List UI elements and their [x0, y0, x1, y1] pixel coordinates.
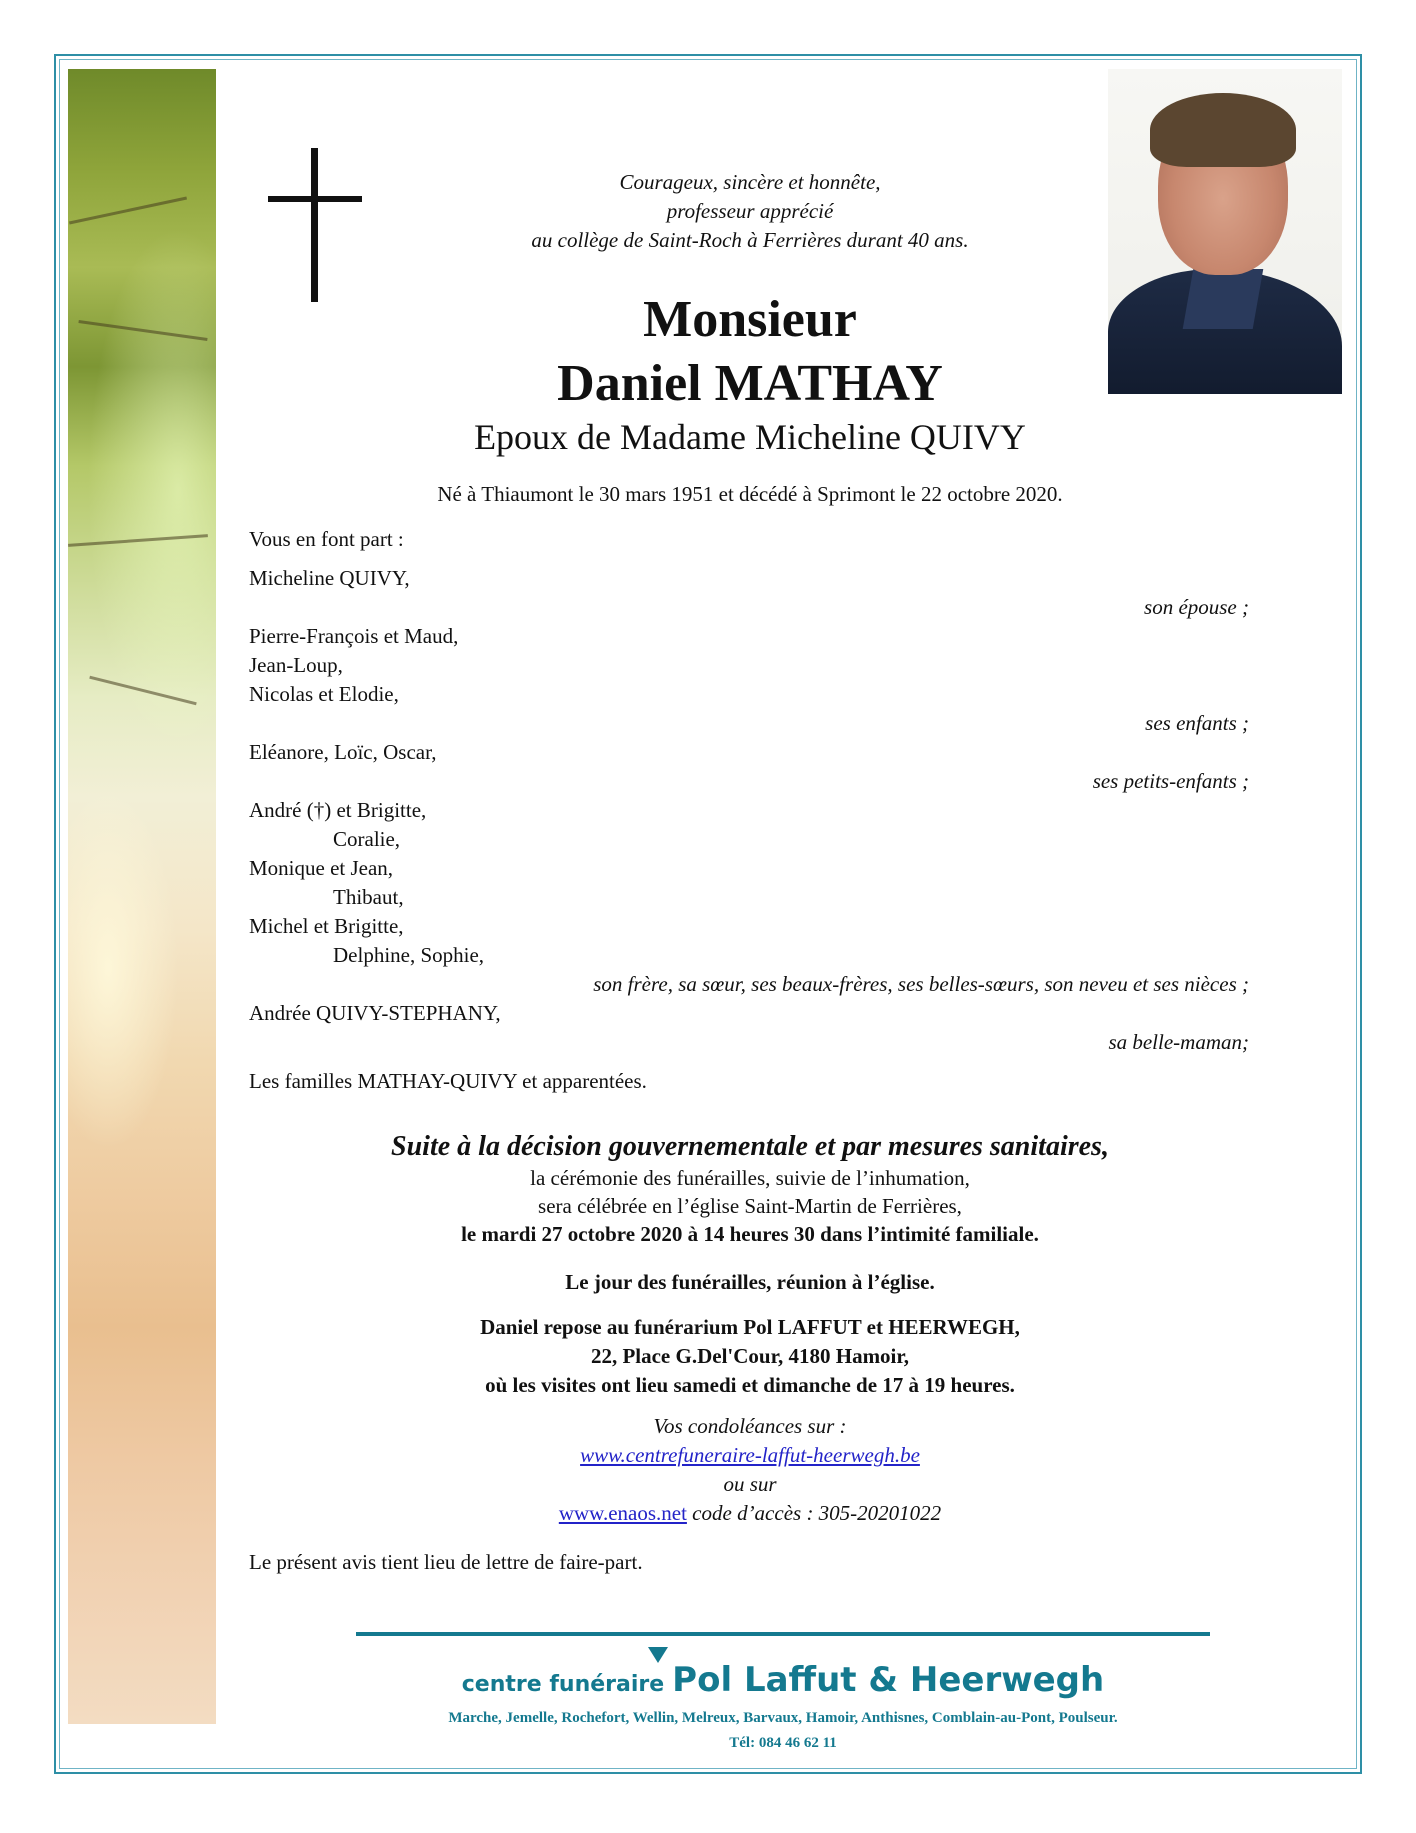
rest-line: 22, Place G.Del'Cour, 4180 Hamoir,	[590, 1344, 910, 1368]
meeting-line: Le jour des funérailles, réunion à l’église.	[565, 1270, 935, 1294]
sibling-child-line: Thibaut,	[333, 885, 404, 909]
grandchildren-line: Eléanore, Loïc, Oscar,	[249, 740, 437, 764]
ceremony-block	[250, 1130, 1250, 1248]
family-list	[249, 525, 1249, 1096]
ceremony-date: le mardi 27 octobre 2020 à 14 heures 30 dans l’intimité familiale.	[461, 1222, 1039, 1246]
mother-in-law-line: Andrée QUIVY-STEPHANY,	[249, 1001, 501, 1025]
spouse-relation: son épouse ;	[1144, 595, 1249, 619]
mother-in-law-relation: sa belle-maman;	[1108, 1030, 1249, 1054]
spouse-name: Micheline QUIVY,	[249, 566, 410, 590]
rest-block	[250, 1313, 1250, 1400]
final-note: Le présent avis tient lieu de lettre de faire-part.	[249, 1550, 643, 1574]
grandchildren-relation: ses petits-enfants ;	[1092, 769, 1249, 793]
footer-divider	[356, 1632, 1210, 1636]
footer-brand	[356, 1660, 1210, 1700]
epigraph	[250, 168, 1250, 255]
footer-phone: Tél: 084 46 62 11	[729, 1735, 837, 1751]
families-line: Les familles MATHAY-QUIVY et apparentées.	[249, 1069, 647, 1093]
funeral-home-link[interactable]: www.centrefuneraire-laffut-heerwegh.be	[580, 1443, 920, 1467]
access-code: code d’accès : 305-20201022	[692, 1501, 942, 1525]
honorific: Monsieur	[643, 291, 857, 348]
epigraph-line: Courageux, sincère et honnête,	[619, 170, 881, 194]
sibling-line: André (†) et Brigitte,	[249, 798, 427, 822]
condolences-block	[250, 1412, 1250, 1528]
sibling-child-line: Coralie,	[333, 827, 401, 851]
footer-towns: Marche, Jemelle, Rochefort, Wellin, Melreux, Barvaux, Hamoir, Anthisnes, Comblain-au-Pont, Poulseur.	[448, 1710, 1118, 1726]
child-line: Pierre-François et Maud,	[249, 624, 459, 648]
condolences-or: ou sur	[723, 1472, 777, 1496]
sibling-child-line: Delphine, Sophie,	[333, 943, 485, 967]
sibling-line: Monique et Jean,	[249, 856, 394, 880]
child-line: Nicolas et Elodie,	[249, 682, 399, 706]
epigraph-line: professeur apprécié	[666, 199, 834, 223]
siblings-relation: son frère, sa sœur, ses beaux-frères, ses belles-sœurs, son neveu et ses nièces ;	[593, 972, 1249, 996]
children-relation: ses enfants ;	[1145, 711, 1249, 735]
rest-line: où les visites ont lieu samedi et dimanche de 17 à 19 heures.	[485, 1373, 1015, 1397]
ceremony-headline: Suite à la décision gouvernementale et par mesures sanitaires,	[391, 1131, 1109, 1162]
condolences-intro: Vos condoléances sur :	[653, 1414, 847, 1438]
brand-small: centre funéraire	[461, 1672, 665, 1697]
deceased-name: Daniel MATHAY	[557, 355, 943, 412]
epigraph-line: au collège de Saint-Roch à Ferrières durant 40 ans.	[531, 228, 969, 252]
rest-line: Daniel repose au funérarium Pol LAFFUT et HEERWEGH,	[480, 1315, 1020, 1339]
forest-path-photo	[68, 69, 216, 1724]
brand-name: Pol Laffut & Heerwegh	[672, 1660, 1105, 1700]
spouse-line: Epoux de Madame Micheline QUIVY	[474, 417, 1026, 457]
ceremony-line: la cérémonie des funérailles, suivie de l’inhumation,	[530, 1166, 970, 1190]
enaos-link[interactable]: www.enaos.net	[558, 1501, 687, 1525]
announcement-intro: Vous en font part :	[249, 527, 404, 551]
child-line: Jean-Loup,	[249, 653, 343, 677]
ceremony-line: sera célébrée en l’église Saint-Martin de Ferrières,	[538, 1194, 962, 1218]
sibling-line: Michel et Brigitte,	[249, 914, 404, 938]
birth-death-line: Né à Thiaumont le 30 mars 1951 et décédé à Sprimont le 22 octobre 2020.	[437, 482, 1063, 506]
